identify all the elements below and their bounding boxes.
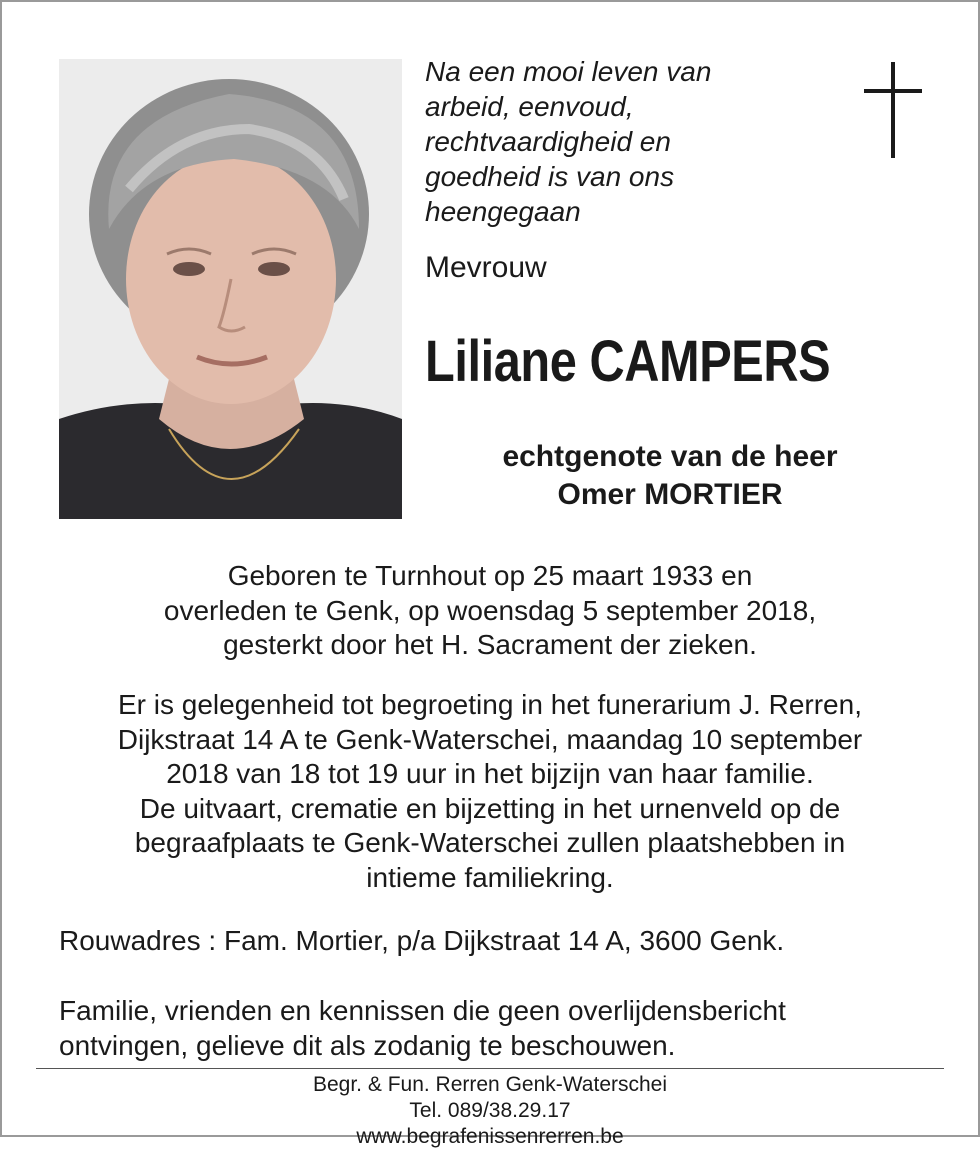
paragraph-line: Geboren te Turnhout op 25 maart 1933 en <box>227 560 753 591</box>
notice-line: ontvingen, gelieve dit als zodanig te beschouwen. <box>59 1029 676 1061</box>
mourning-address: Rouwadres : Fam. Mortier, p/a Dijkstraat 14 A, 3600 Genk. <box>59 925 785 956</box>
paragraph-line: intieme familiekring. <box>366 861 614 893</box>
intro-line: goedheid is van ons <box>425 161 675 192</box>
spouse-name: Omer MORTIER <box>557 478 783 511</box>
portrait-photo <box>59 59 402 519</box>
arrangements-paragraph <box>40 688 940 895</box>
deceased-name: Liliane CAMPERS <box>425 329 831 394</box>
paragraph-line: gesterkt door het H. Sacrament der zieken. <box>223 629 757 660</box>
contact-line <box>36 1098 944 1150</box>
paragraph-line: 2018 van 18 tot 19 uur in het bijzijn van haar familie. <box>166 758 814 789</box>
intro-line: arbeid, eenvoud, <box>425 91 634 122</box>
intro-text <box>425 54 845 229</box>
notice-line: Familie, vrienden en kennissen die geen overlijdensbericht <box>59 995 786 1026</box>
family-notice <box>59 994 786 1063</box>
intro-line: rechtvaardigheid en <box>425 126 671 157</box>
website-link[interactable]: www.begrafenissenrerren.be <box>356 1125 624 1148</box>
intro-line: heengegaan <box>425 196 581 227</box>
honorific: Mevrouw <box>425 251 547 284</box>
intro-line: Na een mooi leven van <box>425 56 712 87</box>
funeral-home-name: Begr. & Fun. Rerren Genk-Waterschei <box>312 1073 668 1096</box>
paragraph-line: Dijkstraat 14 A te Genk-Waterschei, maandag 10 september <box>117 723 863 755</box>
spouse-info <box>420 438 920 514</box>
spouse-relation: echtgenote van de heer <box>502 440 838 473</box>
paragraph-line: begraafplaats te Genk-Waterschei zullen plaatshebben in <box>134 827 846 858</box>
footer-divider <box>36 1068 944 1069</box>
paragraph-line: De uitvaart, crematie en bijzetting in het urnenveld op de <box>139 792 841 824</box>
latin-cross-icon <box>864 62 922 158</box>
funeral-home-footer <box>36 1072 944 1150</box>
paragraph-line: Er is gelegenheid tot begroeting in het funerarium J. Rerren, <box>118 689 862 720</box>
phone-number: Tel. 089/38.29.17 <box>409 1099 571 1122</box>
birth-death-paragraph <box>40 559 940 663</box>
paragraph-line: overleden te Genk, op woensdag 5 september 2018, <box>163 594 817 626</box>
